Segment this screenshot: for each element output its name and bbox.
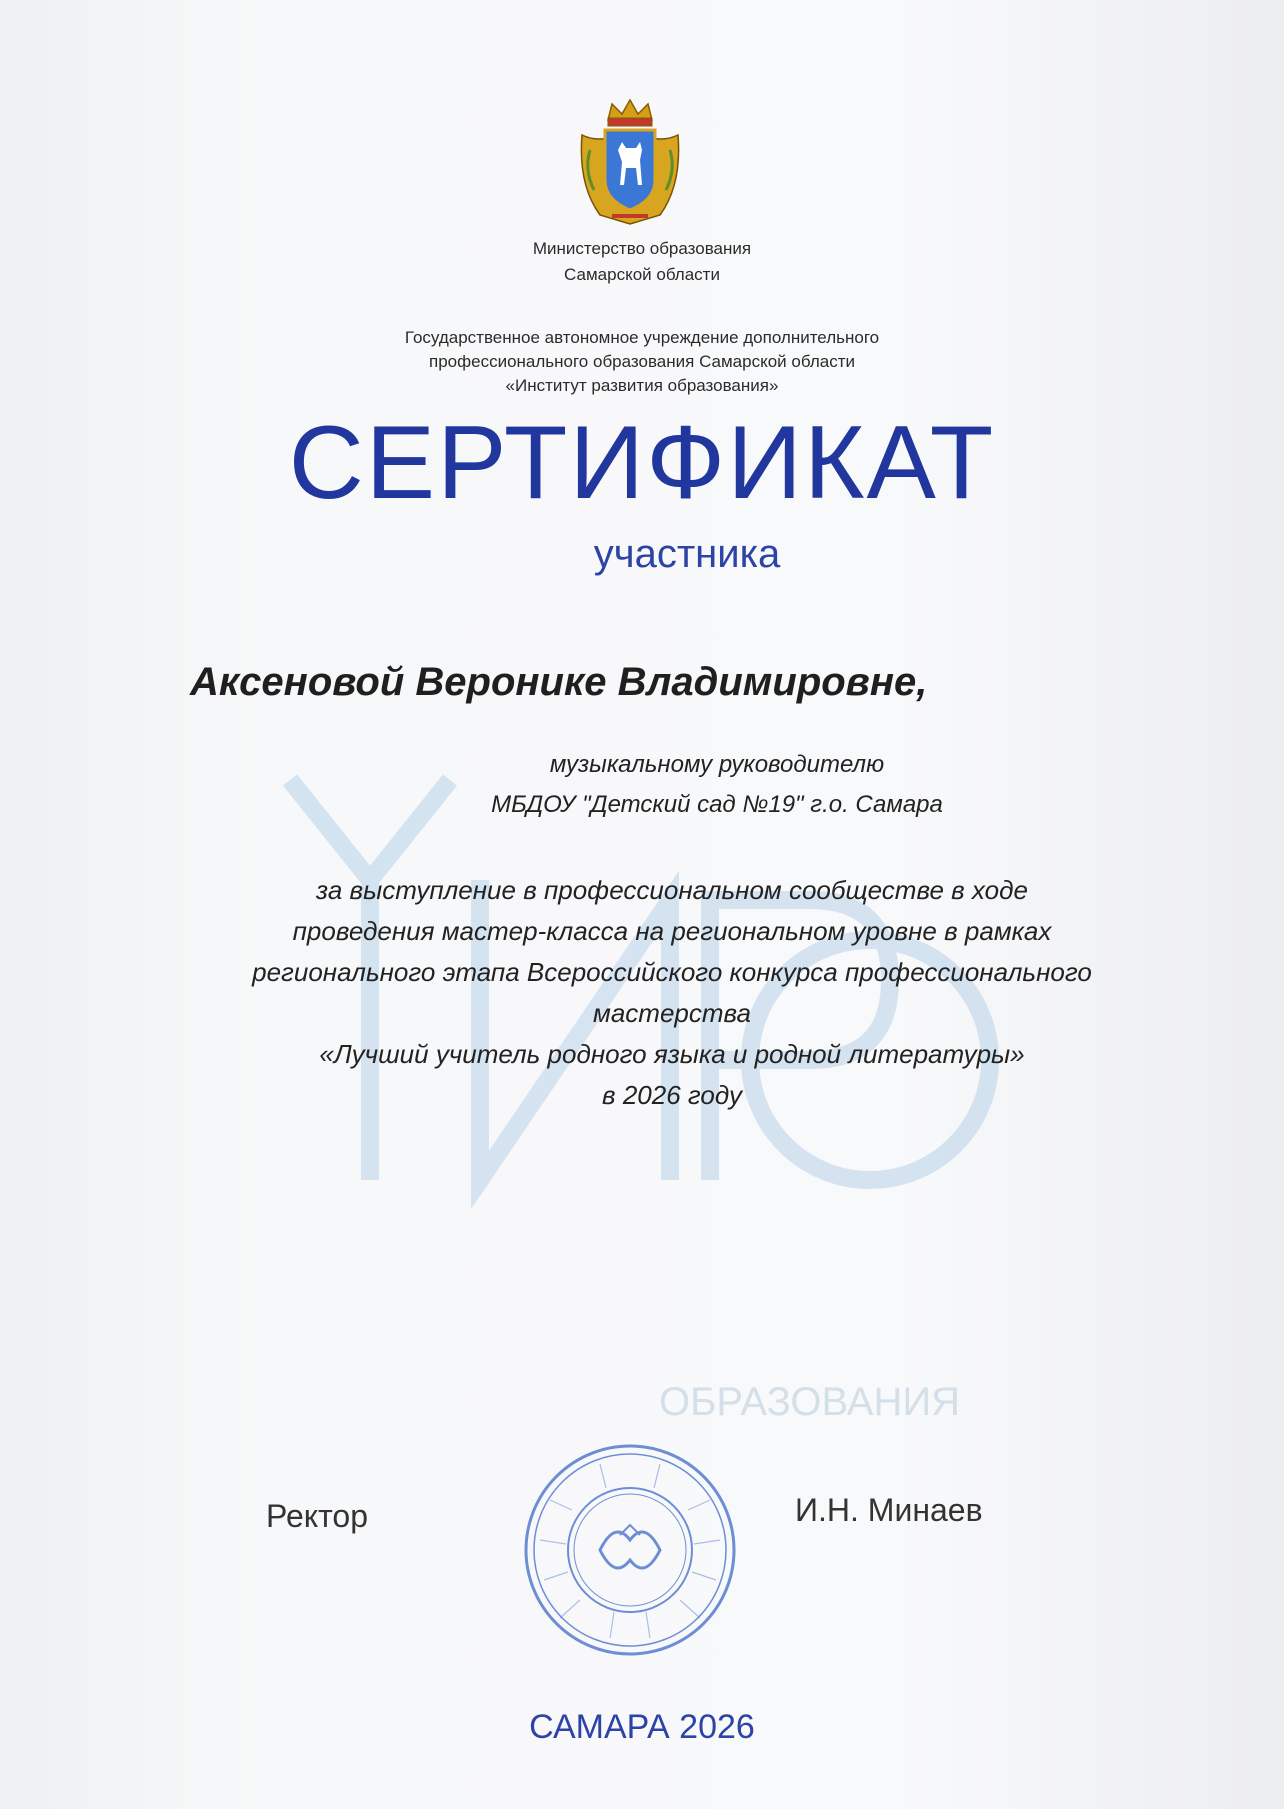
reason-line-2: проведения мастер-класса на региональном уровне в рамках	[292, 916, 1052, 946]
recipient-name: Аксеновой Веронике Владимировне,	[190, 660, 928, 704]
watermark-caption: ОБРАЗОВАНИЯ	[659, 1380, 960, 1420]
award-reason	[0, 870, 1284, 1116]
signer-position: Ректор	[266, 1498, 368, 1534]
reason-line-5: «Лучший учитель родного языка и родной литературы»	[319, 1039, 1025, 1069]
ministry-name	[0, 236, 1284, 288]
city-year: САМАРА 2026	[529, 1708, 755, 1746]
institution-name	[0, 326, 1284, 398]
institution-line-1: Государственное автономное учреждение дополнительного	[404, 328, 880, 347]
official-seal-stamp	[520, 1440, 740, 1660]
certificate-title: СЕРТИФИКАТ	[288, 405, 996, 521]
reason-line-6: в 2026 году	[602, 1080, 742, 1110]
institution-line-2: профессионального образования Самарской области	[429, 352, 855, 371]
reason-line-1: за выступление в профессиональном сообществе в ходе	[316, 875, 1028, 905]
role-line-2: МБДОУ "Детский сад №19" г.о. Самара	[491, 791, 943, 818]
role-line-1: музыкальному руководителю	[549, 751, 885, 778]
ministry-line-1: Министерство образования	[532, 239, 752, 258]
institution-line-3: «Институт развития образования»	[505, 376, 779, 395]
signer-name: И.Н. Минаев	[795, 1492, 983, 1528]
samara-coat-of-arms-icon	[560, 90, 700, 230]
ministry-line-2: Самарской области	[564, 265, 720, 284]
reason-line-3: регионального этапа Всероссийского конкурса профессионального	[252, 957, 1092, 987]
reason-line-4: мастерства	[593, 998, 751, 1028]
recipient-role	[0, 745, 1284, 825]
certificate-subtitle: участника	[593, 532, 781, 576]
